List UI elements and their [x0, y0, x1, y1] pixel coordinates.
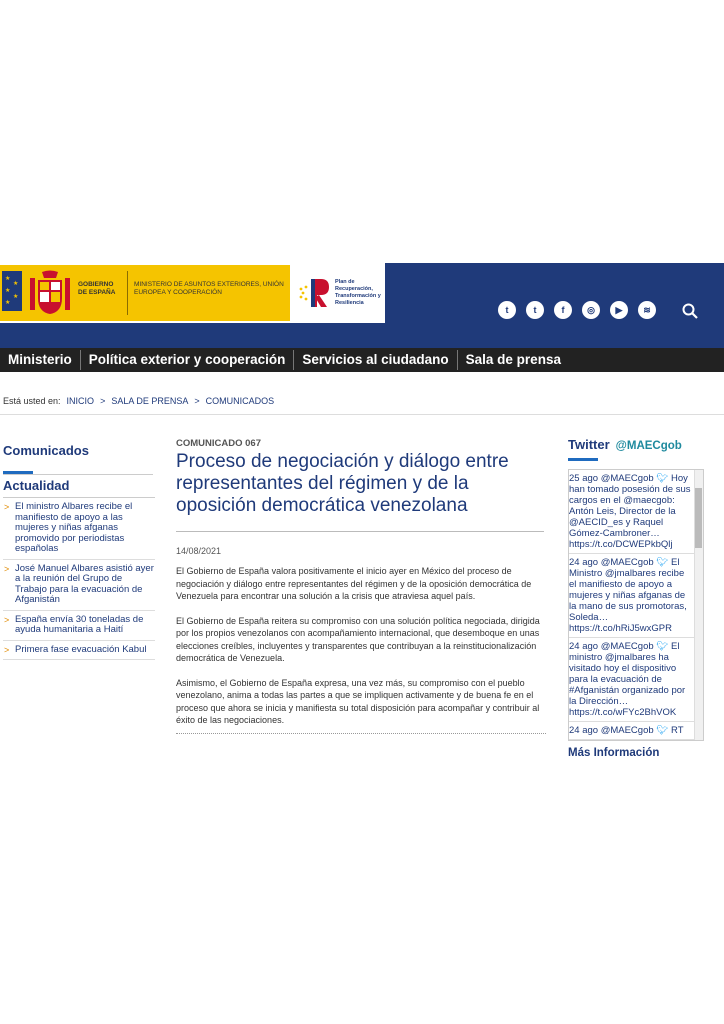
- twitter-icon[interactable]: t: [498, 301, 516, 319]
- twitter-accent: [568, 458, 598, 461]
- breadcrumb-separator: >: [194, 396, 200, 406]
- site-header: [0, 263, 724, 348]
- tweet-link[interactable]: https://t.co/wFYc2BhVOK: [569, 707, 677, 718]
- tweet-date: 25 ago: [569, 473, 599, 484]
- article-title: Proceso de negociación y diálogo entre representantes del régimen y de la oposición democrática venezolana: [176, 451, 509, 516]
- nav-politica-exterior[interactable]: Política exterior y cooperación: [81, 350, 295, 370]
- breadcrumb: [3, 396, 274, 406]
- breadcrumb-prefix: Está usted en:: [3, 396, 61, 406]
- twitter-bird-icon: 🐦︎: [656, 725, 669, 736]
- sidebar-item-label: Primera fase evacuación Kabul: [15, 643, 147, 655]
- sidebar-item[interactable]: [3, 641, 155, 661]
- chevron-right-icon: >: [4, 563, 10, 574]
- twitter-bird-icon: 🐦︎: [656, 557, 669, 568]
- coat-of-arms-icon: [28, 270, 72, 316]
- article-kicker: COMUNICADO 067: [176, 438, 261, 449]
- tweet-text: RT: [671, 725, 684, 736]
- eu-flag-icon: ★ ★ ★ ★ ★: [2, 271, 22, 311]
- tweet-user[interactable]: @MAECgob: [600, 641, 654, 652]
- social-links: [498, 301, 656, 319]
- sidebar-section-title: Actualidad: [3, 478, 70, 493]
- twitter-header: [568, 437, 704, 452]
- twitter-handle[interactable]: @MAECgob: [615, 440, 682, 452]
- sidebar-list: [3, 497, 155, 660]
- logos-area: [0, 263, 385, 323]
- instagram-icon[interactable]: ◎: [582, 301, 600, 319]
- nav-sala-prensa[interactable]: Sala de prensa: [465, 352, 561, 367]
- main-nav: [0, 348, 724, 372]
- tweet-user[interactable]: @MAECgob: [600, 725, 654, 736]
- tweet-user[interactable]: @MAECgob: [600, 473, 654, 484]
- ministerio-label: MINISTERIO DE ASUNTOS EXTERIORES, UNIÓN EUROPEA Y COOPERACIÓN: [134, 281, 284, 296]
- plan-label: Plan de Recuperación, Transformación y Resiliencia: [335, 279, 381, 306]
- left-sidebar: [3, 443, 155, 660]
- tweet-date: 24 ago: [569, 557, 599, 568]
- twitter-icon[interactable]: t: [526, 301, 544, 319]
- tweet-text: El ministro @jmalbares ha visitado hoy el dispositivo para la evacuación de #Afganistán organizado por la Dirección…: [569, 641, 686, 707]
- nav-ministerio[interactable]: Ministerio: [0, 350, 81, 370]
- tweet[interactable]: [569, 470, 703, 554]
- twitter-widget: [568, 437, 704, 741]
- twitter-feed[interactable]: [568, 469, 704, 741]
- logo-divider: [127, 271, 128, 315]
- sidebar-item[interactable]: [3, 560, 155, 611]
- plan-logo-icon: [297, 275, 331, 311]
- twitter-title: Twitter: [568, 437, 610, 452]
- sidebar-item-label: El ministro Albares recibe el manifiesto de apoyo a las mujeres y niñas afganas promovido por periodistas españolas: [15, 501, 133, 554]
- tweet-date: 24 ago: [569, 725, 599, 736]
- tweet-date: 24 ago: [569, 641, 599, 652]
- article-date: 14/08/2021: [176, 546, 222, 556]
- spotify-icon[interactable]: ≋: [638, 301, 656, 319]
- tweet-link[interactable]: https://t.co/hRiJ5wxGPR: [569, 623, 672, 634]
- twitter-scroll-thumb[interactable]: [695, 488, 702, 548]
- sidebar-item-label: España envía 30 toneladas de ayuda humanitaria a Haití: [15, 613, 144, 635]
- article-paragraph: Asimismo, el Gobierno de España expresa, una vez más, su compromiso con el pueblo venezolano, anima a todas las partes a que se impliquen activamente y de buena fe en el proceso que ahora se inicia y manifiesta su total disposición para acompañar y contribuir al éxito de las negociaciones.: [176, 677, 540, 725]
- article: [176, 438, 546, 734]
- tweet-link[interactable]: https://t.co/DCWEPkbQlj: [569, 539, 673, 550]
- nav-servicios-ciudadano[interactable]: Servicios al ciudadano: [294, 350, 457, 370]
- twitter-bird-icon: 🐦︎: [656, 641, 669, 652]
- tweet-user[interactable]: @MAECgob: [600, 557, 654, 568]
- breadcrumb-separator: >: [100, 396, 106, 406]
- search-icon[interactable]: [682, 303, 698, 319]
- article-paragraph: El Gobierno de España valora positivamente el inicio ayer en México del proceso de negociación y diálogo entre representantes del régimen y de la oposición democrática de Venezuela para encontrar una solución a la crisis que atraviesa aquel país.: [176, 566, 532, 601]
- breadcrumb-comunicados[interactable]: COMUNICADOS: [205, 396, 275, 406]
- tweet[interactable]: [569, 722, 703, 740]
- youtube-icon[interactable]: ▶: [610, 301, 628, 319]
- gobierno-label: GOBIERNO DE ESPAÑA: [78, 281, 116, 296]
- breadcrumb-divider: [0, 414, 724, 415]
- mas-informacion-title: Más Información: [568, 747, 660, 759]
- chevron-right-icon: >: [4, 644, 10, 655]
- chevron-right-icon: >: [4, 614, 10, 625]
- breadcrumb-inicio[interactable]: INICIO: [66, 396, 95, 406]
- page: [0, 263, 724, 763]
- tweet[interactable]: [569, 554, 703, 638]
- tweet-text: Hoy han tomado posesión de sus cargos en el @maecgob: Antón Leis, Director de la @AECID_es y Raquel Gómez-Cambroner…: [569, 473, 691, 539]
- sidebar-item-label: José Manuel Albares asistió ayer a la reunión del Grupo de Trabajo para la evacuación de Afganistán: [15, 562, 154, 605]
- article-paragraph: El Gobierno de España reitera su compromiso con una solución política negociada, dirigida por los propios venezolanos con acompañamiento internacional, que desemboque en unas elecciones creíbles, incluyentes y transparentes que contribuyan a la reinstitucionalización democrática de Venezuela.: [176, 615, 540, 663]
- twitter-bird-icon: 🐦︎: [656, 473, 669, 484]
- breadcrumb-sala-prensa[interactable]: SALA DE PRENSA: [111, 396, 189, 406]
- facebook-icon[interactable]: f: [554, 301, 572, 319]
- chevron-right-icon: >: [4, 502, 10, 512]
- sidebar-divider: [3, 474, 153, 475]
- sidebar-item[interactable]: [3, 611, 155, 641]
- sidebar-item[interactable]: [3, 498, 155, 560]
- article-end-divider: [176, 733, 546, 734]
- plan-recuperacion-logo[interactable]: [293, 265, 385, 321]
- sidebar-title[interactable]: Comunicados: [3, 443, 89, 458]
- tweet-text: El Ministro @jmalbares recibe el manifiesto de apoyo a mujeres y niñas afganas de la mano de sus promotoras, Soleda…: [569, 557, 687, 623]
- article-divider: [176, 531, 544, 532]
- twitter-scrollbar[interactable]: [694, 470, 703, 741]
- tweet[interactable]: [569, 638, 703, 722]
- gobierno-logo[interactable]: [0, 265, 290, 321]
